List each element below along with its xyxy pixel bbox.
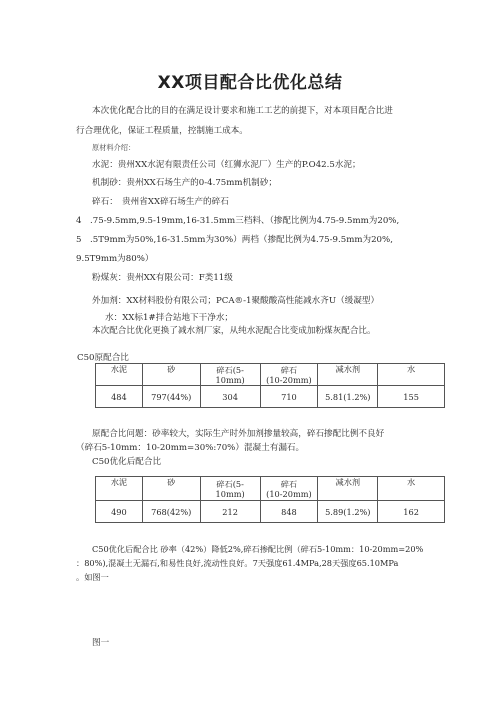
intro-line-2: 行合理优化，保证工程质量，控制施工成本。: [76, 126, 248, 136]
table2-cell: 768(42%): [142, 501, 200, 523]
table1-header-cell: 碎石 (10-20mm): [260, 364, 318, 386]
table1-cell: 304: [200, 386, 260, 408]
figure-label: 图一: [92, 638, 110, 648]
table2-header-cell: 碎石(5- 10mm): [200, 477, 260, 501]
table-row: [96, 386, 445, 408]
table1-original-mix: [95, 363, 445, 408]
table2-header-cell: 碎石 (10-20mm): [260, 477, 318, 501]
result-line-3: 。如图一: [76, 572, 109, 582]
problem-line-1: 原配合比问题：砂率较大，实际生产时外加剂掺量较高，碎石掺配比例不良好: [92, 429, 385, 439]
table-row: [96, 501, 445, 523]
table2-caption: C50优化后配合比: [92, 457, 162, 467]
material-cement: 水泥：贵州XX水泥有限责任公司（红狮水泥厂）生产的P.O42.5水泥；: [92, 160, 361, 170]
table1-cell: 484: [96, 386, 143, 408]
table2-cell: 162: [378, 501, 445, 523]
table2-header-cell: 水泥: [96, 477, 143, 501]
table1-cell: 710: [260, 386, 318, 408]
table2-cell: 490: [96, 501, 143, 523]
result-line-1: C50优化后配合比 砂率（42%）降低2%,碎石掺配比例（碎石5-10mm：10-20mm=20%: [92, 544, 424, 554]
material-admixture: 外加剂：XX材料股份有限公司；PCA®-1聚酸酸高性能减水齐U（缓凝型）: [92, 296, 380, 306]
table1-cell: 797(44%): [142, 386, 200, 408]
table1-cell: 5.81(1.2%): [318, 386, 378, 408]
table2-cell: 848: [260, 501, 318, 523]
table1-header-cell: 减水剂: [318, 364, 378, 386]
materials-summary: 本次配合比优化更换了减水剂厂家，从纯水泥配合比变成加粉煤灰配合比。: [92, 326, 376, 336]
material-flyash: 粉煤灰：贵州XX有限公司：F类11级: [92, 273, 233, 283]
document-title: XX项目配合比优化总结: [157, 73, 343, 93]
intro-line-1: 本次优化配合比的目的在满足设计要求和施工工艺的前提下，对本项目配合比进: [92, 106, 393, 116]
problem-line-2: （碎石5-10mm：10-20mm=30%:70%）混凝土有漏石。: [76, 443, 305, 453]
table2-header-cell: 砂: [142, 477, 200, 501]
material-gravel: 碎石： 贵州省XX碎石场生产的碎石: [92, 197, 229, 207]
material-sand: 机制砂：贵州XX石场生产的0-4.75mm机制砂；: [92, 178, 277, 188]
material-gravel-line-1: 4 .75-9.5mm,9.5-19mm,16-31.5mm三档料、（掺配比例为4.75-9.5mm为20%,: [76, 216, 400, 226]
table2-optimized-mix: [95, 476, 445, 523]
materials-heading: 原材料介绍：: [92, 143, 136, 152]
table1-header-row: [96, 364, 445, 386]
table2-header-cell: 水: [378, 477, 445, 501]
table2-cell: 5.89(1.2%): [318, 501, 378, 523]
material-water: 水：XX标1#拌合站地下干净水；: [105, 313, 234, 323]
result-line-2: ：80%),混凝土无漏石,和易性良好,流动性良好。7天强度61.4MPa,28天强度65.10MPa: [76, 558, 399, 568]
material-gravel-line-2: 5 .5T9mm为50%,16-31.5mm为30%）两档（掺配比例为4.75-9.5mm为20%,: [76, 235, 393, 245]
table2-header-cell: 减水剂: [318, 477, 378, 501]
material-gravel-line-3: 9.5T9mm为80%）: [76, 254, 154, 264]
table2-header-row: [96, 477, 445, 501]
table1-caption: C50原配合比: [77, 353, 129, 363]
table1-header-cell: 碎石(5- 10mm): [200, 364, 260, 386]
table1-header-cell: 水: [378, 364, 445, 386]
table2-cell: 212: [200, 501, 260, 523]
table1-header-cell: 水泥: [96, 364, 143, 386]
table1-header-cell: 砂: [142, 364, 200, 386]
table1-cell: 155: [378, 386, 445, 408]
